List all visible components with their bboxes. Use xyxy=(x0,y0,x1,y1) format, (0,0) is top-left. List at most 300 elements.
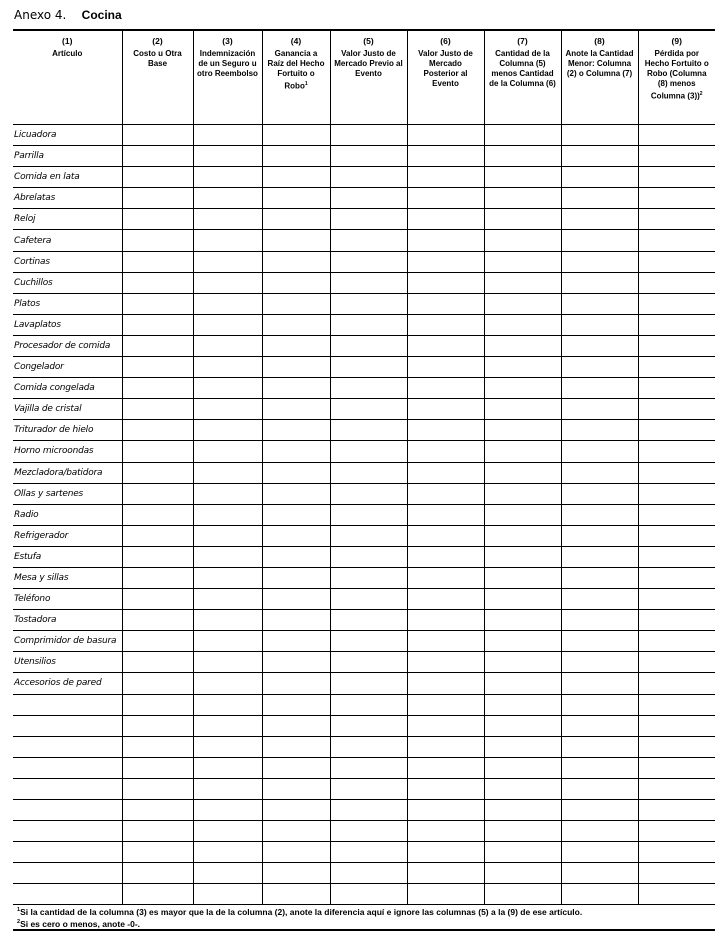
entry-cell[interactable] xyxy=(13,694,122,715)
entry-cell[interactable] xyxy=(561,188,638,209)
entry-cell[interactable] xyxy=(561,863,638,884)
entry-cell[interactable] xyxy=(407,504,484,525)
entry-cell[interactable] xyxy=(484,736,561,757)
entry-cell[interactable] xyxy=(561,314,638,335)
entry-cell[interactable] xyxy=(638,209,715,230)
entry-cell[interactable] xyxy=(262,694,330,715)
entry-cell[interactable] xyxy=(407,167,484,188)
entry-cell[interactable] xyxy=(407,673,484,694)
entry-cell[interactable] xyxy=(638,378,715,399)
entry-cell[interactable] xyxy=(262,146,330,167)
entry-cell[interactable] xyxy=(122,209,193,230)
entry-cell[interactable] xyxy=(638,715,715,736)
entry-cell[interactable] xyxy=(638,567,715,588)
entry-cell[interactable] xyxy=(638,483,715,504)
entry-cell[interactable] xyxy=(193,420,262,441)
entry-cell[interactable] xyxy=(407,272,484,293)
entry-cell[interactable] xyxy=(638,610,715,631)
entry-cell[interactable] xyxy=(330,335,407,356)
entry-cell[interactable] xyxy=(484,146,561,167)
entry-cell[interactable] xyxy=(330,504,407,525)
entry-cell[interactable] xyxy=(262,167,330,188)
entry-cell[interactable] xyxy=(330,757,407,778)
entry-cell[interactable] xyxy=(122,610,193,631)
entry-cell[interactable] xyxy=(638,884,715,905)
entry-cell[interactable] xyxy=(330,694,407,715)
entry-cell[interactable] xyxy=(330,209,407,230)
entry-cell[interactable] xyxy=(122,230,193,251)
entry-cell[interactable] xyxy=(193,272,262,293)
entry-cell[interactable] xyxy=(262,884,330,905)
entry-cell[interactable] xyxy=(193,715,262,736)
entry-cell[interactable] xyxy=(122,884,193,905)
entry-cell[interactable] xyxy=(407,314,484,335)
entry-cell[interactable] xyxy=(13,736,122,757)
entry-cell[interactable] xyxy=(193,525,262,546)
entry-cell[interactable] xyxy=(407,209,484,230)
entry-cell[interactable] xyxy=(262,778,330,799)
entry-cell[interactable] xyxy=(407,378,484,399)
entry-cell[interactable] xyxy=(330,673,407,694)
entry-cell[interactable] xyxy=(407,589,484,610)
entry-cell[interactable] xyxy=(484,631,561,652)
entry-cell[interactable] xyxy=(193,673,262,694)
entry-cell[interactable] xyxy=(193,821,262,842)
entry-cell[interactable] xyxy=(484,800,561,821)
entry-cell[interactable] xyxy=(561,673,638,694)
entry-cell[interactable] xyxy=(484,357,561,378)
entry-cell[interactable] xyxy=(122,821,193,842)
entry-cell[interactable] xyxy=(638,821,715,842)
entry-cell[interactable] xyxy=(262,504,330,525)
entry-cell[interactable] xyxy=(638,167,715,188)
entry-cell[interactable] xyxy=(638,125,715,146)
entry-cell[interactable] xyxy=(484,715,561,736)
entry-cell[interactable] xyxy=(122,567,193,588)
entry-cell[interactable] xyxy=(407,715,484,736)
entry-cell[interactable] xyxy=(561,546,638,567)
entry-cell[interactable] xyxy=(638,736,715,757)
entry-cell[interactable] xyxy=(330,884,407,905)
entry-cell[interactable] xyxy=(638,694,715,715)
entry-cell[interactable] xyxy=(407,884,484,905)
entry-cell[interactable] xyxy=(122,715,193,736)
entry-cell[interactable] xyxy=(330,125,407,146)
entry-cell[interactable] xyxy=(330,293,407,314)
entry-cell[interactable] xyxy=(561,230,638,251)
entry-cell[interactable] xyxy=(262,293,330,314)
entry-cell[interactable] xyxy=(330,567,407,588)
entry-cell[interactable] xyxy=(122,778,193,799)
entry-cell[interactable] xyxy=(407,652,484,673)
entry-cell[interactable] xyxy=(638,800,715,821)
entry-cell[interactable] xyxy=(193,546,262,567)
entry-cell[interactable] xyxy=(484,546,561,567)
entry-cell[interactable] xyxy=(122,673,193,694)
entry-cell[interactable] xyxy=(638,589,715,610)
entry-cell[interactable] xyxy=(262,441,330,462)
entry-cell[interactable] xyxy=(193,314,262,335)
entry-cell[interactable] xyxy=(561,842,638,863)
entry-cell[interactable] xyxy=(330,842,407,863)
entry-cell[interactable] xyxy=(484,504,561,525)
entry-cell[interactable] xyxy=(122,631,193,652)
entry-cell[interactable] xyxy=(484,778,561,799)
entry-cell[interactable] xyxy=(407,335,484,356)
entry-cell[interactable] xyxy=(193,399,262,420)
entry-cell[interactable] xyxy=(561,610,638,631)
entry-cell[interactable] xyxy=(484,293,561,314)
entry-cell[interactable] xyxy=(407,778,484,799)
entry-cell[interactable] xyxy=(122,483,193,504)
entry-cell[interactable] xyxy=(561,462,638,483)
entry-cell[interactable] xyxy=(262,567,330,588)
entry-cell[interactable] xyxy=(330,357,407,378)
entry-cell[interactable] xyxy=(330,420,407,441)
entry-cell[interactable] xyxy=(330,230,407,251)
entry-cell[interactable] xyxy=(561,209,638,230)
entry-cell[interactable] xyxy=(484,314,561,335)
entry-cell[interactable] xyxy=(561,293,638,314)
entry-cell[interactable] xyxy=(638,146,715,167)
entry-cell[interactable] xyxy=(122,272,193,293)
entry-cell[interactable] xyxy=(122,293,193,314)
entry-cell[interactable] xyxy=(13,800,122,821)
entry-cell[interactable] xyxy=(193,652,262,673)
entry-cell[interactable] xyxy=(330,736,407,757)
entry-cell[interactable] xyxy=(484,652,561,673)
entry-cell[interactable] xyxy=(638,778,715,799)
entry-cell[interactable] xyxy=(122,420,193,441)
entry-cell[interactable] xyxy=(484,673,561,694)
entry-cell[interactable] xyxy=(262,399,330,420)
entry-cell[interactable] xyxy=(122,863,193,884)
entry-cell[interactable] xyxy=(262,272,330,293)
entry-cell[interactable] xyxy=(262,673,330,694)
entry-cell[interactable] xyxy=(638,525,715,546)
entry-cell[interactable] xyxy=(330,378,407,399)
entry-cell[interactable] xyxy=(193,441,262,462)
entry-cell[interactable] xyxy=(122,546,193,567)
entry-cell[interactable] xyxy=(561,715,638,736)
entry-cell[interactable] xyxy=(262,230,330,251)
entry-cell[interactable] xyxy=(638,631,715,652)
entry-cell[interactable] xyxy=(407,146,484,167)
entry-cell[interactable] xyxy=(193,610,262,631)
entry-cell[interactable] xyxy=(122,462,193,483)
entry-cell[interactable] xyxy=(330,589,407,610)
entry-cell[interactable] xyxy=(638,230,715,251)
entry-cell[interactable] xyxy=(561,335,638,356)
entry-cell[interactable] xyxy=(484,525,561,546)
entry-cell[interactable] xyxy=(193,209,262,230)
entry-cell[interactable] xyxy=(561,399,638,420)
entry-cell[interactable] xyxy=(262,631,330,652)
entry-cell[interactable] xyxy=(262,525,330,546)
entry-cell[interactable] xyxy=(407,567,484,588)
entry-cell[interactable] xyxy=(407,525,484,546)
entry-cell[interactable] xyxy=(122,525,193,546)
entry-cell[interactable] xyxy=(122,167,193,188)
entry-cell[interactable] xyxy=(484,757,561,778)
entry-cell[interactable] xyxy=(262,314,330,335)
entry-cell[interactable] xyxy=(122,251,193,272)
entry-cell[interactable] xyxy=(193,863,262,884)
entry-cell[interactable] xyxy=(330,314,407,335)
entry-cell[interactable] xyxy=(484,399,561,420)
entry-cell[interactable] xyxy=(407,293,484,314)
entry-cell[interactable] xyxy=(262,335,330,356)
entry-cell[interactable] xyxy=(330,800,407,821)
entry-cell[interactable] xyxy=(484,209,561,230)
entry-cell[interactable] xyxy=(638,546,715,567)
entry-cell[interactable] xyxy=(122,125,193,146)
entry-cell[interactable] xyxy=(484,610,561,631)
entry-cell[interactable] xyxy=(122,736,193,757)
entry-cell[interactable] xyxy=(122,589,193,610)
entry-cell[interactable] xyxy=(484,694,561,715)
entry-cell[interactable] xyxy=(561,167,638,188)
entry-cell[interactable] xyxy=(407,251,484,272)
entry-cell[interactable] xyxy=(122,694,193,715)
entry-cell[interactable] xyxy=(484,420,561,441)
entry-cell[interactable] xyxy=(561,631,638,652)
entry-cell[interactable] xyxy=(13,863,122,884)
entry-cell[interactable] xyxy=(638,420,715,441)
entry-cell[interactable] xyxy=(407,230,484,251)
entry-cell[interactable] xyxy=(638,652,715,673)
entry-cell[interactable] xyxy=(262,188,330,209)
entry-cell[interactable] xyxy=(330,272,407,293)
entry-cell[interactable] xyxy=(330,631,407,652)
entry-cell[interactable] xyxy=(193,167,262,188)
entry-cell[interactable] xyxy=(561,441,638,462)
entry-cell[interactable] xyxy=(561,800,638,821)
entry-cell[interactable] xyxy=(13,778,122,799)
entry-cell[interactable] xyxy=(484,589,561,610)
entry-cell[interactable] xyxy=(330,715,407,736)
entry-cell[interactable] xyxy=(193,778,262,799)
entry-cell[interactable] xyxy=(638,251,715,272)
entry-cell[interactable] xyxy=(407,399,484,420)
entry-cell[interactable] xyxy=(122,335,193,356)
entry-cell[interactable] xyxy=(484,863,561,884)
entry-cell[interactable] xyxy=(122,757,193,778)
entry-cell[interactable] xyxy=(330,546,407,567)
entry-cell[interactable] xyxy=(262,378,330,399)
entry-cell[interactable] xyxy=(407,610,484,631)
entry-cell[interactable] xyxy=(122,357,193,378)
entry-cell[interactable] xyxy=(561,483,638,504)
entry-cell[interactable] xyxy=(13,884,122,905)
entry-cell[interactable] xyxy=(122,652,193,673)
entry-cell[interactable] xyxy=(193,757,262,778)
entry-cell[interactable] xyxy=(407,483,484,504)
entry-cell[interactable] xyxy=(484,483,561,504)
entry-cell[interactable] xyxy=(638,757,715,778)
entry-cell[interactable] xyxy=(193,884,262,905)
entry-cell[interactable] xyxy=(122,378,193,399)
entry-cell[interactable] xyxy=(638,399,715,420)
entry-cell[interactable] xyxy=(561,652,638,673)
entry-cell[interactable] xyxy=(262,420,330,441)
entry-cell[interactable] xyxy=(262,483,330,504)
entry-cell[interactable] xyxy=(13,842,122,863)
entry-cell[interactable] xyxy=(407,631,484,652)
entry-cell[interactable] xyxy=(122,399,193,420)
entry-cell[interactable] xyxy=(262,610,330,631)
entry-cell[interactable] xyxy=(330,652,407,673)
entry-cell[interactable] xyxy=(262,800,330,821)
entry-cell[interactable] xyxy=(193,357,262,378)
entry-cell[interactable] xyxy=(122,146,193,167)
entry-cell[interactable] xyxy=(262,821,330,842)
entry-cell[interactable] xyxy=(561,736,638,757)
entry-cell[interactable] xyxy=(193,462,262,483)
entry-cell[interactable] xyxy=(262,715,330,736)
entry-cell[interactable] xyxy=(638,335,715,356)
entry-cell[interactable] xyxy=(561,525,638,546)
entry-cell[interactable] xyxy=(638,673,715,694)
entry-cell[interactable] xyxy=(561,378,638,399)
entry-cell[interactable] xyxy=(330,525,407,546)
entry-cell[interactable] xyxy=(561,357,638,378)
entry-cell[interactable] xyxy=(484,567,561,588)
entry-cell[interactable] xyxy=(330,441,407,462)
entry-cell[interactable] xyxy=(484,842,561,863)
entry-cell[interactable] xyxy=(561,146,638,167)
entry-cell[interactable] xyxy=(122,188,193,209)
entry-cell[interactable] xyxy=(122,441,193,462)
entry-cell[interactable] xyxy=(407,441,484,462)
entry-cell[interactable] xyxy=(13,715,122,736)
entry-cell[interactable] xyxy=(193,567,262,588)
entry-cell[interactable] xyxy=(13,757,122,778)
entry-cell[interactable] xyxy=(330,399,407,420)
entry-cell[interactable] xyxy=(193,483,262,504)
entry-cell[interactable] xyxy=(122,842,193,863)
entry-cell[interactable] xyxy=(330,167,407,188)
entry-cell[interactable] xyxy=(561,884,638,905)
entry-cell[interactable] xyxy=(193,293,262,314)
entry-cell[interactable] xyxy=(561,821,638,842)
entry-cell[interactable] xyxy=(193,589,262,610)
entry-cell[interactable] xyxy=(122,314,193,335)
entry-cell[interactable] xyxy=(193,631,262,652)
entry-cell[interactable] xyxy=(262,736,330,757)
entry-cell[interactable] xyxy=(407,821,484,842)
entry-cell[interactable] xyxy=(638,293,715,314)
entry-cell[interactable] xyxy=(330,610,407,631)
entry-cell[interactable] xyxy=(484,335,561,356)
entry-cell[interactable] xyxy=(193,146,262,167)
entry-cell[interactable] xyxy=(407,420,484,441)
entry-cell[interactable] xyxy=(638,272,715,293)
entry-cell[interactable] xyxy=(484,884,561,905)
entry-cell[interactable] xyxy=(262,546,330,567)
entry-cell[interactable] xyxy=(330,188,407,209)
entry-cell[interactable] xyxy=(262,357,330,378)
entry-cell[interactable] xyxy=(484,378,561,399)
entry-cell[interactable] xyxy=(262,125,330,146)
entry-cell[interactable] xyxy=(262,842,330,863)
entry-cell[interactable] xyxy=(484,167,561,188)
entry-cell[interactable] xyxy=(561,251,638,272)
entry-cell[interactable] xyxy=(484,188,561,209)
entry-cell[interactable] xyxy=(13,821,122,842)
entry-cell[interactable] xyxy=(484,251,561,272)
entry-cell[interactable] xyxy=(638,357,715,378)
entry-cell[interactable] xyxy=(561,757,638,778)
entry-cell[interactable] xyxy=(407,462,484,483)
entry-cell[interactable] xyxy=(407,125,484,146)
entry-cell[interactable] xyxy=(330,863,407,884)
entry-cell[interactable] xyxy=(330,778,407,799)
entry-cell[interactable] xyxy=(262,462,330,483)
entry-cell[interactable] xyxy=(330,462,407,483)
entry-cell[interactable] xyxy=(561,778,638,799)
entry-cell[interactable] xyxy=(407,357,484,378)
entry-cell[interactable] xyxy=(407,757,484,778)
entry-cell[interactable] xyxy=(638,462,715,483)
entry-cell[interactable] xyxy=(193,504,262,525)
entry-cell[interactable] xyxy=(330,483,407,504)
entry-cell[interactable] xyxy=(561,272,638,293)
entry-cell[interactable] xyxy=(407,736,484,757)
entry-cell[interactable] xyxy=(484,125,561,146)
entry-cell[interactable] xyxy=(262,863,330,884)
entry-cell[interactable] xyxy=(193,842,262,863)
entry-cell[interactable] xyxy=(262,589,330,610)
entry-cell[interactable] xyxy=(407,694,484,715)
entry-cell[interactable] xyxy=(407,863,484,884)
entry-cell[interactable] xyxy=(193,335,262,356)
entry-cell[interactable] xyxy=(561,567,638,588)
entry-cell[interactable] xyxy=(561,504,638,525)
entry-cell[interactable] xyxy=(638,441,715,462)
entry-cell[interactable] xyxy=(407,188,484,209)
entry-cell[interactable] xyxy=(262,757,330,778)
entry-cell[interactable] xyxy=(193,694,262,715)
entry-cell[interactable] xyxy=(484,441,561,462)
entry-cell[interactable] xyxy=(193,125,262,146)
entry-cell[interactable] xyxy=(561,125,638,146)
entry-cell[interactable] xyxy=(193,230,262,251)
entry-cell[interactable] xyxy=(484,821,561,842)
entry-cell[interactable] xyxy=(122,504,193,525)
entry-cell[interactable] xyxy=(561,420,638,441)
entry-cell[interactable] xyxy=(330,146,407,167)
entry-cell[interactable] xyxy=(193,736,262,757)
entry-cell[interactable] xyxy=(638,314,715,335)
entry-cell[interactable] xyxy=(407,546,484,567)
entry-cell[interactable] xyxy=(193,251,262,272)
entry-cell[interactable] xyxy=(638,188,715,209)
entry-cell[interactable] xyxy=(484,462,561,483)
entry-cell[interactable] xyxy=(262,209,330,230)
entry-cell[interactable] xyxy=(122,800,193,821)
entry-cell[interactable] xyxy=(638,504,715,525)
entry-cell[interactable] xyxy=(484,230,561,251)
entry-cell[interactable] xyxy=(561,694,638,715)
entry-cell[interactable] xyxy=(193,800,262,821)
entry-cell[interactable] xyxy=(407,842,484,863)
entry-cell[interactable] xyxy=(561,589,638,610)
entry-cell[interactable] xyxy=(262,251,330,272)
entry-cell[interactable] xyxy=(330,821,407,842)
entry-cell[interactable] xyxy=(638,842,715,863)
entry-cell[interactable] xyxy=(407,800,484,821)
